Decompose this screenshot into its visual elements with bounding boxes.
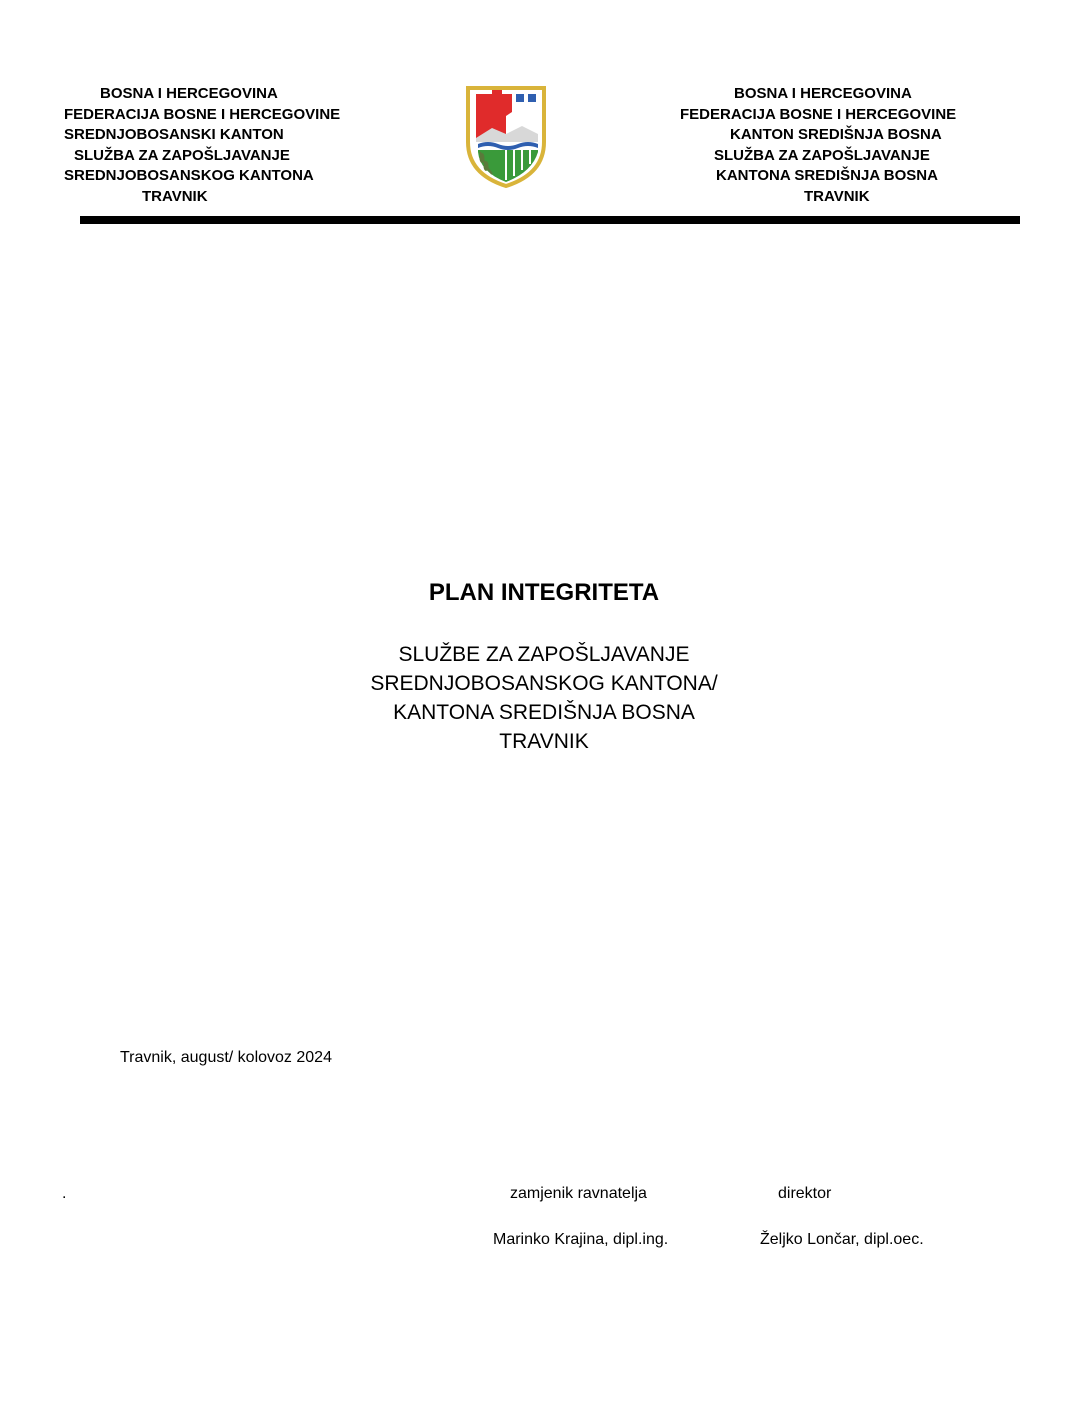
header-left-block bbox=[30, 84, 420, 207]
header-divider bbox=[80, 216, 1020, 224]
subtitle-line-1: SLUŽBE ZA ZAPOŠLJAVANJE bbox=[398, 643, 690, 666]
header-right-line-1: BOSNA I HERCEGOVINA bbox=[734, 85, 912, 102]
header-left-line-3: SREDNJOBOSANSKI KANTON bbox=[64, 126, 284, 143]
header-right-line-2: FEDERACIJA BOSNE I HERCEGOVINE bbox=[680, 105, 957, 123]
subtitle-line-4: TRAVNIK bbox=[499, 730, 589, 753]
subtitle-line-3: KANTONA SREDIŠNJA BOSNA bbox=[393, 701, 695, 724]
header-right-line-6: TRAVNIK bbox=[804, 187, 870, 205]
stray-mark: . bbox=[62, 1185, 67, 1202]
deputy-name: Marinko Krajina, dipl.ing. bbox=[493, 1231, 669, 1248]
header-right-line-4: SLUŽBA ZA ZAPOŠLJAVANJE bbox=[714, 146, 930, 164]
header-right-block bbox=[650, 84, 1040, 207]
header-left-line-4: SLUŽBA ZA ZAPOŠLJAVANJE bbox=[74, 146, 290, 164]
document-subtitle bbox=[0, 640, 1088, 756]
header-left-line-1: BOSNA I HERCEGOVINA bbox=[100, 85, 278, 102]
document-date: Travnik, august/ kolovoz 2024 bbox=[120, 1049, 332, 1066]
header-right-line-5: KANTONA SREDIŠNJA BOSNA bbox=[716, 167, 938, 184]
document-title: PLAN INTEGRITETA bbox=[428, 579, 660, 606]
director-title: direktor bbox=[778, 1185, 832, 1202]
subtitle-line-2: SREDNJOBOSANSKOG KANTONA/ bbox=[370, 672, 718, 695]
director-name: Željko Lončar, dipl.oec. bbox=[760, 1231, 924, 1248]
header-right-line-3: KANTON SREDIŠNJA BOSNA bbox=[730, 126, 942, 143]
deputy-title: zamjenik ravnatelja bbox=[510, 1185, 647, 1202]
header-left-line-5: SREDNJOBOSANSKOG KANTONA bbox=[64, 167, 314, 184]
coat-of-arms-icon bbox=[462, 82, 550, 188]
header-left-line-6: TRAVNIK bbox=[142, 187, 208, 205]
header-left-line-2: FEDERACIJA BOSNE I HERCEGOVINE bbox=[64, 105, 341, 123]
